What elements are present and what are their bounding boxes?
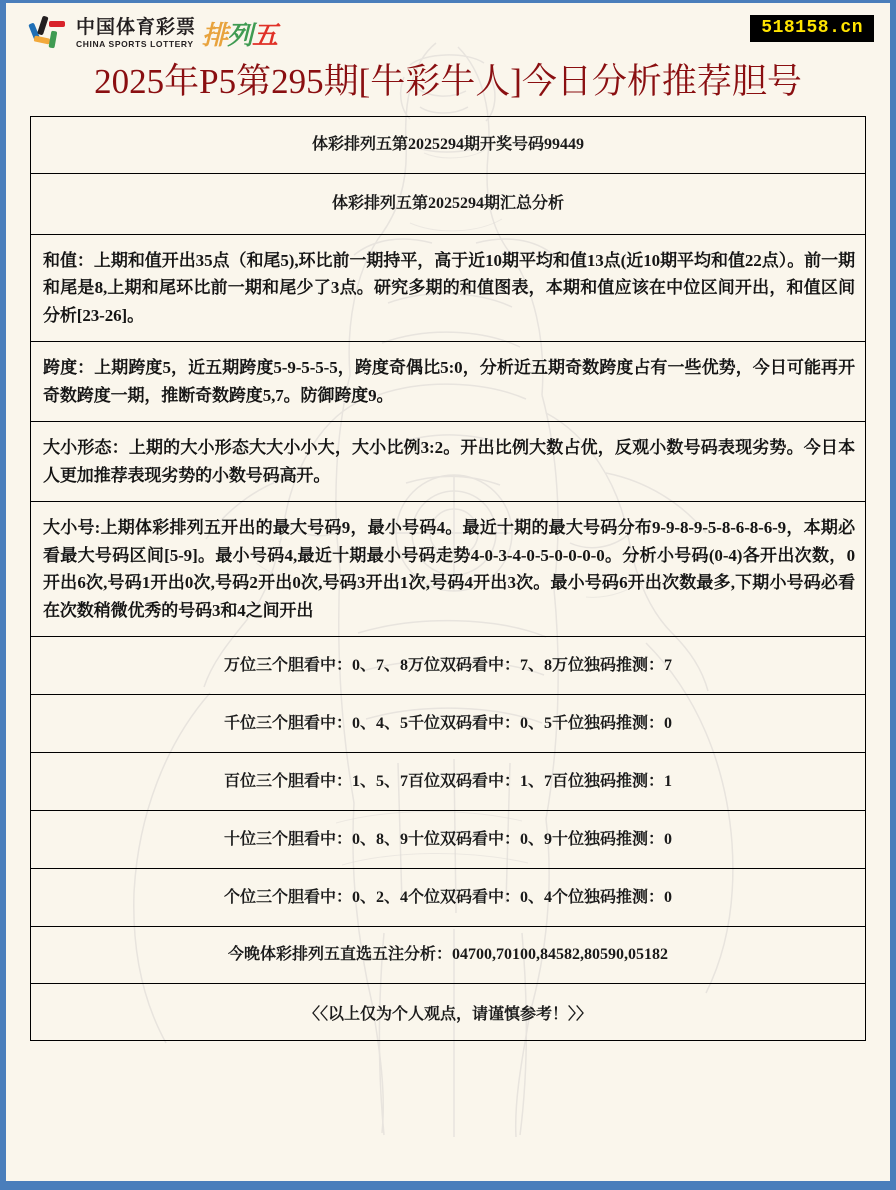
paragraph-bigsmall-number: 大小号:上期体彩排列五开出的最大号码9，最小号码4。最近十期的最大号码分布9-9-8-9-5-8-6-8-6-9，本期必看最大号码区间[5-9]。最小号码4,最近十期最小号码走势4-0-3-4-0-5-0-0-0-0。分析小号码(0-4)各开出次数，0开出6次,号码1开出0次,号码2开出0次,号码3开出1次,号码4开出3次。最小号码6开出次数最多,下期小号码必看在次数稍微优秀的号码3和4之间开出 [43,518,855,620]
page-content [6,3,890,1041]
table-row-summary [31,173,866,234]
paragraph-bigsmall-pattern: 大小形态：上期的大小形态大大小小大，大小比例3:2。开出比例大数占优，反观小数号码表现劣势。今日本人更加推荐表现劣势的小数号码高开。 [43,438,855,485]
table-row-disclaimer [31,984,866,1041]
sports-lottery-mark-icon [28,13,70,53]
prediction-wan-text: 万位三个胆看中：0、7、8万位双码看中：7、8万位独码推测：7 [223,656,672,674]
summary-title-text: 体彩排列五第2025294期汇总分析 [331,194,564,212]
draw-result-text: 体彩排列五第2025294期开奖号码99449 [311,135,584,153]
prediction-bai-text: 百位三个胆看中：1、5、7百位双码看中：1、7百位独码推测：1 [223,772,672,790]
table-row-direct-picks [31,927,866,984]
paragraph-span: 跨度：上期跨度5，近五期跨度5-9-5-5-5，跨度奇偶比5:0，分析近五期奇数跨度占有一些优势，今日可能再开奇数跨度一期，推断奇数跨度5,7。防御跨度9。 [43,358,855,405]
logo-english-title: CHINA SPORTS LOTTERY [76,38,194,49]
direct-picks-text: 今晚体彩排列五直选五注分析：04700,70100,84582,80590,05182 [227,946,668,964]
logo-text-block [76,18,196,49]
table-row-span-analysis [31,342,866,422]
page-title: 2025年P5第295期[牛彩牛人]今日分析推荐胆号 [94,62,802,101]
prediction-ge-text: 个位三个胆看中：0、2、4个位双码看中：0、4个位独码推测：0 [223,888,672,906]
table-row-prediction-ge [31,869,866,927]
site-url-badge[interactable]: 518158.cn [750,15,874,42]
table-row-prediction-qian [31,695,866,753]
analysis-table [30,116,866,1042]
logo-chinese-title: 中国体育彩票 [76,16,197,38]
paragraph-sum-value: 和值：上期和值开出35点（和尾5),环比前一期持平，高于近10期平均和值13点(近10期平均和值22点）。前一期和尾是8,上期和尾环比前一期和尾少了3点。研究多期的和值图表，本期和值应该在中位区间开出，和值区间分析[23-26]。 [43,250,855,325]
table-row-bigsmall-pattern [31,422,866,502]
prediction-shi-text: 十位三个胆看中：0、8、9十位双码看中：0、9十位独码推测：0 [223,830,672,848]
table-row-prediction-shi [31,811,866,869]
table-row-prediction-bai [31,753,866,811]
logo-game-char-2: 列 [227,19,253,50]
table-row-draw-result [31,116,866,173]
logo-game-name [202,15,277,52]
page-container [6,3,890,1181]
logo-game-char-1: 排 [202,19,228,50]
logo-game-char-3: 五 [252,19,278,50]
table-row-bigsmall-number [31,502,866,637]
disclaimer-text: 〈〈以上仅为个人观点，请谨慎参考！〉〉 [303,1005,592,1023]
lottery-logo [28,11,277,55]
table-row-sum-analysis [31,234,866,342]
prediction-qian-text: 千位三个胆看中：0、4、5千位双码看中：0、5千位独码推测：0 [223,714,672,732]
site-header [6,3,890,61]
table-row-prediction-wan [31,637,866,695]
